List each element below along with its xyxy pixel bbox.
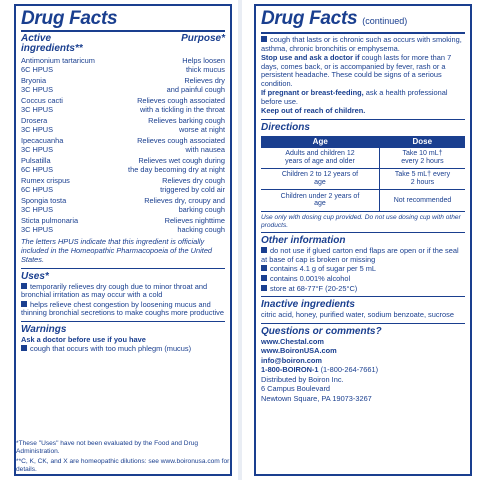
ingredient-purpose-cont: hacking cough — [177, 224, 225, 234]
ingredient-row — [21, 197, 225, 214]
ingredient-potency: 3C HPUS — [21, 104, 54, 114]
title-rule — [261, 32, 465, 34]
table-row — [261, 190, 465, 211]
warnings-item: cough that occurs with too much phlegm (mucus) — [21, 345, 225, 354]
ingredient-potency: 3C HPUS — [21, 124, 54, 134]
list-item: contains 0.001% alcohol — [261, 275, 465, 284]
ingredient-purpose-cont: the day becoming dry at night — [128, 164, 225, 174]
table-row — [261, 169, 465, 190]
section-rule — [21, 268, 225, 269]
ingredient-potency: 3C HPUS — [21, 204, 54, 214]
ingredient-name-cell — [21, 157, 53, 174]
list-item: contains 4.1 g of sugar per 5 mL — [261, 265, 465, 274]
ingredient-purpose-cell — [167, 77, 225, 94]
ingredient-purpose-cont: with nausea — [185, 144, 225, 154]
bullet-icon — [261, 247, 267, 253]
uses-item: temporarily relieves dry cough due to minor throat and bronchial irritation as may occur with a cold — [21, 281, 208, 300]
dose-cell: Take 10 mL† every 2 hours — [379, 148, 465, 169]
section-rule — [21, 321, 225, 322]
panel-separator — [238, 0, 242, 480]
ingredient-name-cell — [21, 137, 63, 154]
list-item: store at 68-77°F (20-25°C) — [261, 285, 465, 294]
ingredient-purpose: Helps loosen — [182, 56, 225, 65]
drug-facts-title: Drug Facts — [21, 8, 118, 29]
questions-header: Questions or comments? — [261, 325, 382, 337]
bullet-icon — [261, 275, 267, 281]
website-link-boiron[interactable]: www.BoironUSA.com — [261, 346, 337, 356]
drug-facts-continued-box — [254, 4, 472, 476]
section-rule — [261, 296, 465, 297]
age-cell: Children 2 to 12 years of age — [261, 169, 379, 190]
ingredient-name-cell — [21, 57, 95, 74]
ingredient-purpose-cont: barking cough — [178, 204, 225, 214]
ingredient-purpose: Relieves cough associated — [137, 136, 225, 146]
ingredient-purpose-cell — [137, 97, 225, 114]
bullet-icon — [261, 36, 267, 42]
ingredient-purpose: Relieves dry — [184, 76, 225, 86]
warnings-intro: Ask a doctor before use if you have — [21, 334, 146, 344]
ingredient-purpose-cell — [165, 217, 225, 234]
website-link-chestal[interactable]: www.Chestal.com — [261, 336, 324, 346]
drug-facts-title-continued: Drug Facts (continued) — [261, 8, 408, 29]
ingredient-potency: 3C HPUS — [21, 224, 54, 234]
table-bottom-rule — [261, 211, 465, 212]
ingredient-purpose: Relieves dry, croupy and — [144, 196, 225, 206]
drug-facts-left-panel — [14, 4, 232, 476]
title-rule — [21, 30, 225, 32]
other-info-header: Other information — [261, 235, 346, 247]
ingredient-name: Bryonia — [21, 76, 47, 86]
address-line-2: Newtown Square, PA 19073-3267 — [261, 393, 372, 403]
section-rule — [261, 323, 465, 324]
directions-header: Directions — [261, 121, 310, 133]
age-cell: Adults and children 12 years of age and older — [261, 148, 379, 169]
ingredient-purpose: Relieves nighttime — [164, 216, 225, 226]
ingredient-potency: 3C HPUS — [21, 144, 54, 154]
inactive-ingredients-header: Inactive ingredients — [261, 299, 355, 311]
section-rule — [261, 232, 465, 233]
ingredient-potency: 6C HPUS — [21, 164, 54, 174]
ingredient-name: Drosera — [21, 116, 48, 126]
inactive-ingredients-text: citric acid, honey, purified water, sodium benzoate, sucrose — [261, 310, 454, 320]
list-item: do not use if glued carton end flaps are open or if the seal at base of cap is broken or missing — [261, 246, 459, 264]
ingredient-purpose-cell — [128, 157, 225, 174]
uses-header: Uses* — [21, 270, 49, 282]
ingredient-name: Pulsatilla — [21, 156, 51, 166]
active-ingredients-header — [21, 34, 225, 54]
ingredient-purpose: Relieves dry cough — [162, 176, 225, 186]
pregnancy-warning: If pregnant or breast-feeding, ask a health professional before use. — [261, 88, 448, 106]
other-info-list — [261, 247, 465, 293]
dosing-cup-note: Use only with dosing cup provided. Do not use dosing cup with other products. — [261, 213, 461, 229]
dose-column-header: Dose — [379, 136, 465, 148]
ingredient-name: Sticta pulmonaria — [21, 216, 79, 226]
ingredient-purpose: Relieves wet cough during — [138, 156, 225, 166]
dose-cell: Take 5 mL† every 2 hours — [379, 169, 465, 190]
ingredient-purpose-cell — [182, 57, 225, 74]
ingredient-purpose-cell — [160, 177, 225, 194]
ingredient-purpose-cont: and painful cough — [166, 84, 225, 94]
dose-cell: Not recommended — [379, 190, 465, 211]
footnotes — [16, 440, 230, 474]
warnings-item: cough that lasts or is chronic such as occurs with smoking, asthma, chronic bronchitis or emphysema. — [261, 35, 462, 53]
ingredient-row — [21, 177, 225, 194]
ingredient-purpose-cell — [144, 197, 225, 214]
ingredient-potency: 6C HPUS — [21, 184, 54, 194]
purpose-label: Purpose* — [181, 33, 225, 44]
ingredient-name: Ipecacuanha — [21, 136, 64, 146]
address-line-1: 6 Campus Boulevard — [261, 384, 331, 394]
ingredient-name: Spongia tosta — [21, 196, 67, 206]
bullet-icon — [261, 285, 267, 291]
bullet-icon — [21, 345, 27, 351]
ingredient-potency: 6C HPUS — [21, 64, 54, 74]
drug-facts-box — [14, 4, 232, 476]
dosage-table-header — [261, 136, 465, 148]
warnings-header: Warnings — [21, 323, 67, 335]
keep-out-warning: Keep out of reach of children. — [261, 106, 366, 116]
age-cell: Children under 2 years of age — [261, 190, 379, 211]
phone-number-alt: (1-800-264-7661) — [320, 365, 379, 375]
ingredient-row — [21, 77, 225, 94]
ingredient-list — [21, 57, 225, 234]
ingredient-row — [21, 117, 225, 134]
ingredient-purpose-cont: thick mucus — [185, 64, 225, 74]
footnote-uses: *These "Uses" have not been evaluated by the Food and Drug Administration. — [16, 440, 199, 455]
ingredient-name-cell — [21, 177, 70, 194]
ingredient-name-cell — [21, 217, 78, 234]
ingredient-purpose-cont: worse at night — [178, 124, 225, 134]
ingredient-purpose-cell — [148, 117, 225, 134]
ingredient-name: Antimonium tartaricum — [21, 56, 95, 65]
stop-use-warning: Stop use and ask a doctor if cough lasts for more than 7 days, comes back, or is accompanied by fever, rash or a persistent headache. These could be signs of a serious condition. — [261, 53, 452, 88]
ingredient-name-cell — [21, 117, 53, 134]
ingredient-purpose-cont: with a tickling in the throat — [139, 104, 225, 114]
ingredient-purpose-cell — [137, 137, 225, 154]
phone-number[interactable]: 1-800-BOIRON-1 — [261, 365, 319, 375]
bullet-icon — [261, 265, 267, 271]
ingredient-name-cell — [21, 197, 66, 214]
ingredient-name-cell — [21, 77, 53, 94]
uses-item: helps relieve chest congestion by loosening mucus and thinning bronchial secretions to make coughs more productive — [21, 299, 224, 318]
bullet-icon — [21, 283, 27, 289]
uses-list — [21, 283, 225, 318]
ingredient-potency: 3C HPUS — [21, 84, 54, 94]
dosage-table — [261, 136, 465, 211]
age-column-header: Age — [261, 136, 379, 148]
ingredient-purpose: Relieves barking cough — [148, 116, 225, 126]
distributor-line: Distributed by Boiron Inc. — [261, 374, 344, 384]
ingredient-name-cell — [21, 97, 63, 114]
ingredient-row — [21, 97, 225, 114]
email-link[interactable]: info@boiron.com — [261, 355, 322, 365]
hpus-note: The letters HPUS indicate that this ingredient is officially included in the Homeopathic Pharmacopoeia of the United States. — [21, 237, 213, 265]
ingredient-row — [21, 57, 225, 74]
phone-line — [261, 366, 465, 375]
ingredient-name: Coccus cacti — [21, 96, 63, 106]
drug-facts-right-panel — [254, 4, 472, 476]
ingredient-row — [21, 157, 225, 174]
section-rule — [261, 119, 465, 120]
ingredient-row — [21, 137, 225, 154]
table-row — [261, 148, 465, 169]
bullet-icon — [21, 301, 27, 307]
continued-label: (continued) — [362, 16, 408, 26]
ingredient-purpose-cont: triggered by cold air — [160, 184, 225, 194]
ingredient-purpose: Relieves cough associated — [137, 96, 225, 106]
active-label: Active ingredients** — [21, 33, 83, 54]
footnote-dilutions: **C, K, CK, and X are homeopathic dilutions: see www.boironusa.com for details. — [16, 457, 230, 473]
ingredient-row — [21, 217, 225, 234]
ingredient-name: Rumex crispus — [21, 176, 70, 186]
